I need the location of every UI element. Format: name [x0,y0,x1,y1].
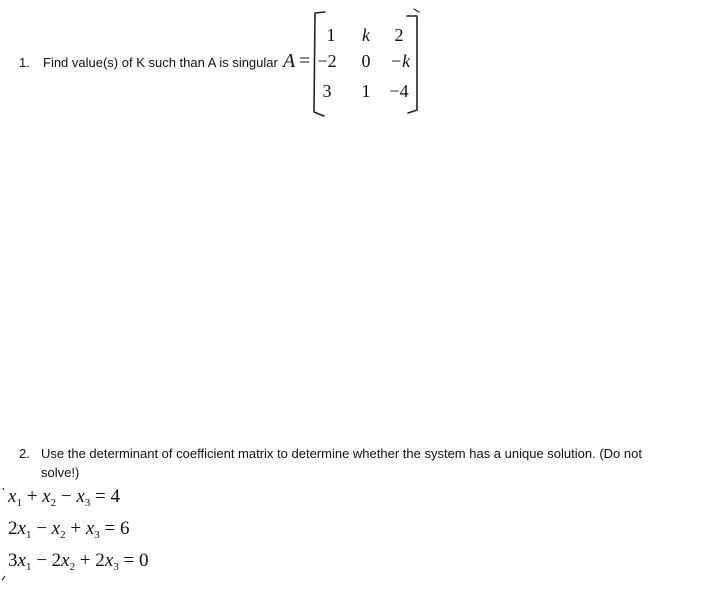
eq1-sub1: 1 [16,497,22,509]
eq3-sub3: 3 [113,561,119,573]
eq1-var2: x [42,486,51,507]
eq2-sub1: 1 [25,529,32,541]
eq2-op2: + [65,518,86,539]
problem-1-number: 1. [19,55,30,70]
problem-2-number: 2. [19,446,30,461]
eq1-var3: x [76,486,85,507]
problem-2-statement [19,444,679,482]
eq1-op1: + [21,486,43,507]
eq2-sub3: 3 [94,529,100,541]
matrix-cell-r1c2: k [362,25,370,45]
eq3-coef1: 3 [8,550,18,571]
eq3-sub1: 1 [25,561,32,573]
eq2-rhs: = 6 [99,518,130,539]
matrix-cell-r3c3: −4 [389,81,409,101]
eq3-sub2: 2 [69,561,76,573]
eq1-sub2: 2 [50,497,57,509]
matrix-cell-r2c3: −k [389,51,411,71]
system-margin-mark [0,484,8,584]
eq3-var1: x [17,550,26,571]
eq2-var3: x [85,518,95,539]
matrix-cell-r3c1: 3 [322,81,332,101]
matrix-cell-r3c2: 1 [361,81,371,101]
problem-1-text: Find value(s) of K such than A is singular [43,55,278,70]
eq1-sub3: 3 [84,497,91,509]
eq3-var3: x [104,550,114,571]
eq2-op1: − [31,518,52,539]
equation-3 [8,550,148,573]
matrix-cell-r1c3: 2 [394,25,404,45]
eq3-var2: x [61,550,70,571]
eq2-var1: x [17,518,26,539]
eq1-var1: x [8,486,17,507]
eq1-rhs: = 4 [90,486,120,507]
eq2-var2: x [51,518,61,539]
problem-2-text: Use the determinant of coefficient matrix to determine whether the system has a unique solution. (Do not solve!) [41,446,642,480]
eq3-op1: − 2 [31,550,62,571]
equation-2 [8,518,129,541]
matrix-label: A [283,50,296,72]
matrix-equals-sign: = [299,50,311,72]
eq2-coef1: 2 [8,518,18,539]
matrix-cell-r1c1: 1 [326,25,336,45]
eq3-op2: + 2 [75,550,105,571]
problem-1-statement [19,55,278,70]
eq1-op2: − [56,486,77,507]
eq3-rhs: = 0 [118,550,149,571]
equation-1 [8,486,120,509]
eq2-sub2: 2 [60,529,66,541]
matrix-cell-r2c1: −2 [317,51,337,71]
matrix-cell-r2c2: 0 [361,51,371,71]
